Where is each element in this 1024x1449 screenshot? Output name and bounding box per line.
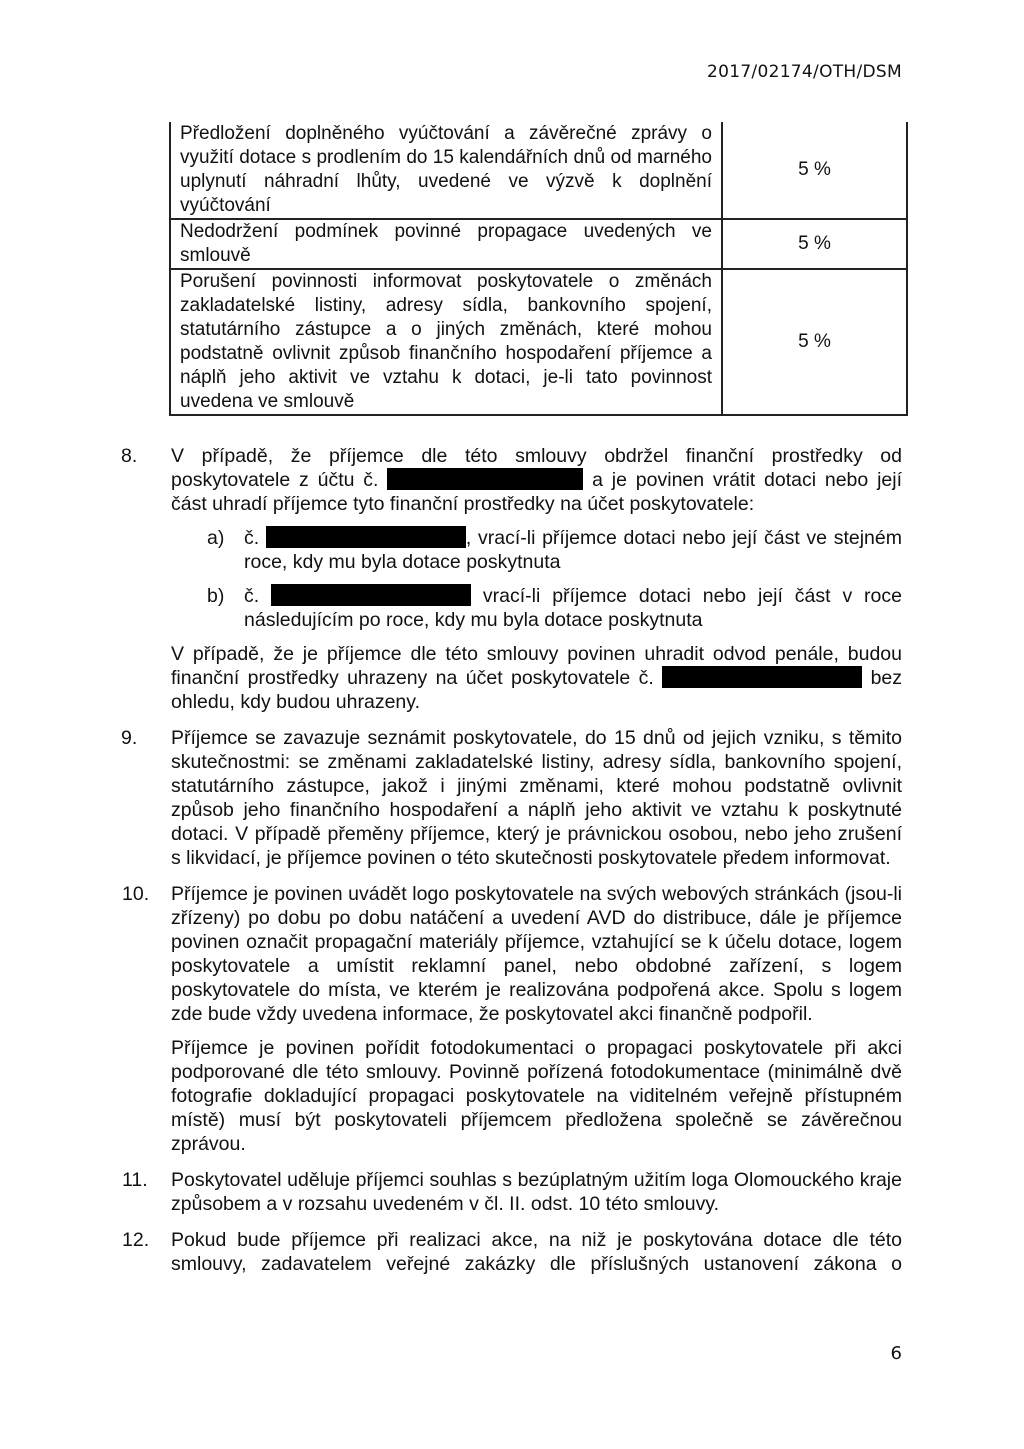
penalty-description: Předložení doplněného vyúčtování a závěrečné zprávy o využití dotace s prodlením do 15 kalendářních dnů od marného uplynutí náhradní lhůty, uvedené ve výzvě k doplnění vyúčtování [170,122,722,219]
section-11 [122,1168,902,1216]
redaction-bar [387,468,583,490]
section-text-part: V případě, že je příjemce dle této smlouvy povinen uhradit odvod penále, budou finanční prostředky uhrazeny na účet poskytovatele č. [171,643,902,689]
penalty-table [169,122,908,416]
section-text-part: bez ohledu, kdy budou uhrazeny. [171,667,903,713]
option-label: b) [207,585,225,607]
penalty-account-paragraph [171,642,902,714]
section-text-part: a je povinen vrátit dotaci nebo její část uhradí příjemce tyto finanční prostředky na účet poskytovatele: [171,469,902,515]
option-text: , vrací-li příjemce dotaci nebo její část ve stejném roce, kdy mu byla dotace poskytnuta [244,527,902,573]
table-row [170,269,907,415]
section-text-part: V případě, že příjemce dle této smlouvy obdržel finanční prostředky od poskytovatele z účtu č. [171,445,902,491]
table-row [170,122,907,219]
option-text: vrací-li příjemce dotaci nebo její část v roce následujícím po roce, kdy mu byla dotace poskytnuta [244,585,902,631]
section-number: 11. [122,1169,148,1191]
section-text: Poskytovatel uděluje příjemci souhlas s bezúplatným užitím loga Olomouckého kraje způsobem a v rozsahu uvedeném v čl. II. odst. 10 této smlouvy. [171,1169,902,1215]
section-text: Pokud bude příjemce při realizaci akce, na niž je poskytována dotace dle této smlouvy, zadavatelem veřejné zakázky dle příslušných ustanovení zákona o [171,1229,902,1275]
option-b [207,584,902,632]
section-text: Příjemce je povinen pořídit fotodokumentaci o propagaci poskytovatele při akci podporované dle této smlouvy. Povinně pořízená fotodokumentace (minimálně dvě fotografie dokladující propagaci poskytovatele na viditelném veřejně přístupném místě) musí být poskytovateli příjemcem předložena společně se závěrečnou zprávou. [171,1037,902,1155]
redaction-bar [662,666,862,688]
redaction-bar [266,526,466,548]
redaction-bar [271,584,471,606]
penalty-description: Porušení povinnosti informovat poskytovatele o změnách zakladatelské listiny, adresy sídla, bankovního spojení, statutárního zástupce a o jiných změnách, které mohou podstatně ovlivnit způsob finančního hospodaření příjemce a náplň jeho aktivit ve vztahu k dotaci, je-li tato povinnost uvedena ve smlouvě [170,269,722,415]
section-text [171,444,902,516]
page-number: 6 [890,1343,902,1364]
section-number: 9. [121,727,138,749]
section-text: Příjemce je povinen uvádět logo poskytovatele na svých webových stránkách (jsou-li zřízeny) po dobu po dobu natáčení a uvedení AVD do distribuce, dále je příjemce povinen označit propagační materiály příjemce, vztahující se k účelu dotace, logem poskytovatele a umístit reklamní panel, nebo obdobné zařízení, s logem poskytovatele do místa, ve kterém je realizována podpořená akce. Spolu s logem zde bude vždy uvedena informace, že poskytovatel akci finančně podpořil. [171,883,902,1025]
section-number: 8. [121,445,138,467]
option-prefix: č. [244,527,260,549]
section-12 [122,1228,902,1276]
section-number: 10. [122,883,150,905]
penalty-percent: 5 % [722,122,907,219]
option-a [207,526,902,574]
penalty-percent: 5 % [722,219,907,269]
section-text: Příjemce se zavazuje seznámit poskytovatele, do 15 dnů od jejich vzniku, s těmito skutečnostmi: se změnami zakladatelské listiny, adresy sídla, bankovního spojení, statutárního zástupce, jakož i jinými změnami, které mohou podstatně ovlivnit způsob jeho finančního hospodaření a náplň jeho aktivit ve vztahu k poskytnuté dotaci. V případě přeměny příjemce, který je právnickou osobou, nebo jeho zrušení s likvidací, je příjemce povinen o této skutečnosti poskytovatele předem informovat. [171,727,902,869]
contract-body [0,444,1024,1288]
option-label: a) [207,527,225,549]
section-9 [121,726,902,870]
penalty-percent: 5 % [722,269,907,415]
option-prefix: č. [244,585,260,607]
section-number: 12. [122,1229,150,1251]
section-8 [121,444,903,714]
table-row [170,219,907,269]
penalty-description: Nedodržení podmínek povinné propagace uvedených ve smlouvě [170,219,722,269]
section-10 [122,882,902,1156]
document-reference: 2017/02174/OTH/DSM [706,62,902,82]
